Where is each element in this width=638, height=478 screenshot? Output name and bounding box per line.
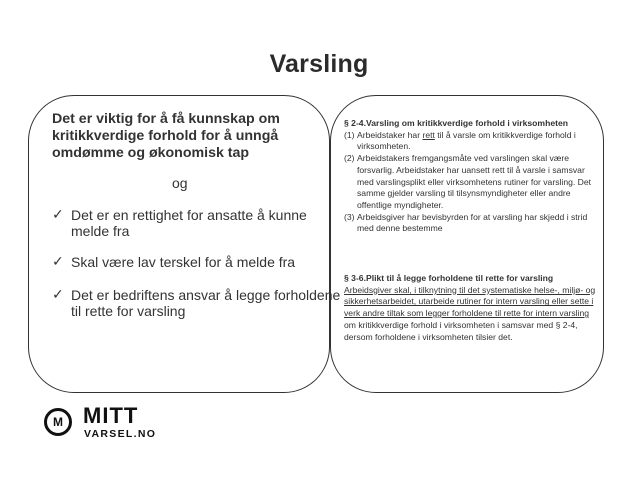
bullet-item (52, 287, 341, 319)
checkmark-icon: ✓ (52, 254, 64, 270)
section-3-6-rest: om kritikkverdige forhold i virksomheten i samsvar med § 2-4, dersom forholdene i virksomheten tilsier det. (344, 319, 578, 342)
section-2-4-heading: § 2-4.Varsling om kritikkverdige forhold i virksomheten (344, 118, 568, 128)
item-text-after: til å varsle om kritikkverdige forhold i virksomheten. (357, 129, 576, 152)
section-2-4 (344, 118, 596, 235)
section-3-6-underlined: Arbeidsgiver skal, i tilknytning til det systematiske helse-, miljø- og sikkerhetsarbeidet, utarbeide rutiner for intern varsling eller sette i verk andre tiltak som legger forholdene til rette for intern varsling (344, 284, 596, 319)
law-item (344, 153, 596, 212)
section-3-6-body (344, 285, 596, 344)
law-item (344, 130, 596, 153)
item-text-underlined: rett (422, 129, 435, 140)
mittvarsel-logo (44, 405, 164, 445)
checkmark-icon: ✓ (52, 287, 64, 303)
law-item (344, 212, 596, 235)
item-text: Arbeidsgiver har bevisbyrden for at varsling har skjedd i strid med denne bestemme (357, 211, 588, 234)
section-3-6-heading: § 3-6.Plikt til å legge forholdene til rette for varsling (344, 273, 554, 283)
item-number: (1) (344, 129, 355, 140)
slide-title: Varsling (269, 50, 369, 78)
logo-mark: M (53, 415, 63, 429)
lead-statement: Det er viktig for å få kunnskap om kritikkverdige forhold for å unngå omdømme og økonomisk tap (52, 111, 280, 161)
checkmark-icon: ✓ (52, 207, 64, 223)
bullet-text: Skal være lav terskel for å melde fra (71, 254, 296, 270)
item-number: (2) (344, 153, 355, 164)
logo-name: MITT (83, 403, 139, 428)
bullet-item (52, 254, 341, 270)
bullet-text: Det er en rettighet for ansatte å kunne melde fra (71, 207, 307, 239)
logo-m-icon (44, 408, 72, 436)
section-3-6 (344, 273, 596, 343)
item-number: (3) (344, 211, 355, 222)
item-text-before: Arbeidstaker har (357, 129, 423, 140)
logo-subtext: VARSEL.NO (84, 428, 157, 440)
bullet-item (52, 207, 341, 239)
item-text: Arbeidstakers fremgangsmåte ved varslingen skal være forsvarlig. Arbeidstaker har uansett rett til å varsle i samsvar med varslingsplikt eller virksomhetens rutiner for varsling. Det samme gjelder varsling til tilsynsmyndigheter eller andre offentlige myndigheter. (357, 153, 592, 210)
connector-og: og (172, 175, 188, 191)
bullet-text: Det er bedriftens ansvar å legge forholdene til rette for varsling (71, 287, 341, 319)
